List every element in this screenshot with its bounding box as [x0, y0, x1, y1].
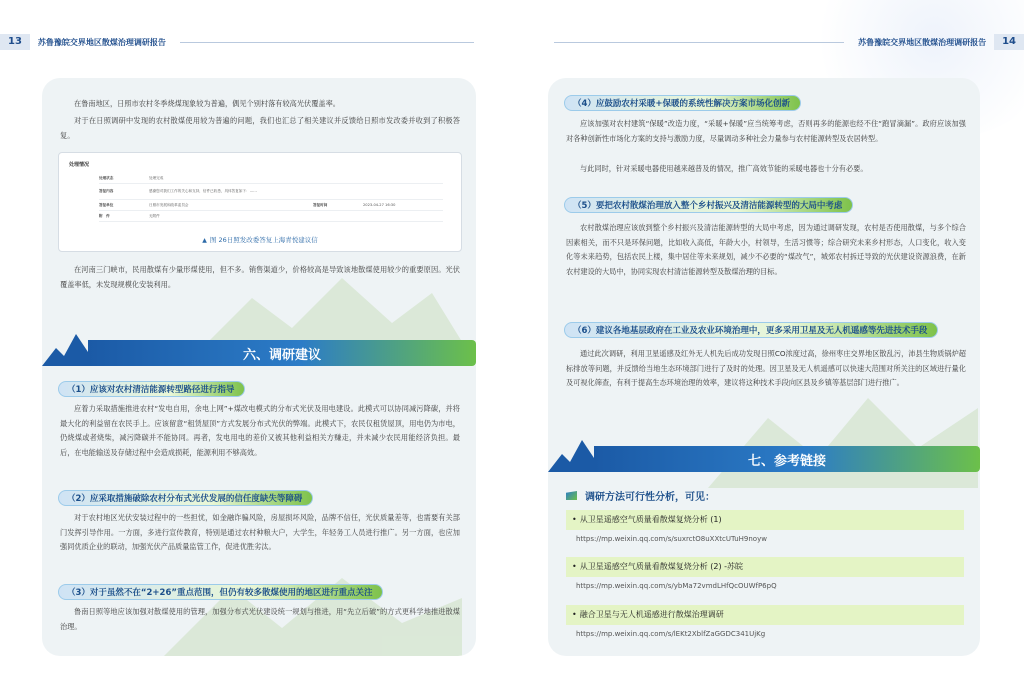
left-page-header [0, 34, 480, 50]
header-rule [180, 42, 474, 43]
paragraph: 对于在日照调研中发现的农村散煤使用较为普遍的问题，我们也汇总了相关建议并反馈给日照市发改委并收到了积极答复。 [60, 116, 460, 140]
reference-item: • 从卫星遥感空气质量看散煤复烧分析 (1) [566, 510, 964, 530]
reference-item: • 从卫星遥感空气质量看散煤复烧分析 (2) -苏皖 [566, 557, 964, 577]
sub-heading: （2）应采取措施破除农村分布式光伏发展的信任度缺失等障碍 [58, 490, 313, 506]
screenshot-title: 处理情况 [69, 162, 90, 168]
section-title: 六、调研建议 [88, 340, 476, 366]
table-row: 答复内容 感谢您对我们工作的关心和支持，信件已收悉，具体答复如下：…… [99, 184, 443, 200]
paragraph: 在河南三门峡市，民用散煤有少量形煤使用，但不多。销售渠道少，价格较高是导致该地散煤使用较少的重要原因。光伏覆盖率低，未发现规模化安装利用。 [60, 265, 460, 289]
figure-caption: ▲ 图 26日照发改委答复上海青悦建议信 [202, 236, 318, 244]
reference-item: • 融合卫星与无人机遥感进行散煤治理调研 [566, 605, 964, 625]
right-running-title: 苏鲁豫皖交界地区散煤治理调研报告 [858, 37, 987, 47]
right-page-header [548, 34, 1024, 50]
paragraph: 应着力采取措施推进农村“发电自用，余电上网”+煤改电模式的分布式光伏及用电建设。此模式可以协同减污降碳，并将最大化的利益留在农民手上。应该留意“租赁屋顶”方式发展分布式光伏的弊端。此模式下，农民仅租赁屋顶，用电仍为市电，仍烧煤或者烧柴，减污降碳并不能协同。再者，发电用电的差价又被其他利益相关方赚走，并未减少农民用能经济负担。最后，在电能输送及存储过程中会造成损耗，能源利用不够高效。 [60, 404, 460, 457]
bullet-icon: • [572, 515, 577, 524]
table-row: 处理状态 处理完成 [99, 173, 443, 184]
bullet-icon: • [572, 562, 577, 571]
paragraph: 通过此次调研，利用卫星遥感及红外无人机先后成功发现日照CO浓度过高，徐州枣庄交界地区散乱污，沛县生物质锅炉超标排放等问题，并反馈给当地生态环境部门进行了及时的处理。因卫星及无人机遥感可以快速大范围对所关注的区域进行量化及可视化筛查，有利于提高生态环境治理的效率，建议将这种技术手段向区县及乡镇等基层部门进行推广。 [566, 349, 966, 387]
paragraph: 应该加强对农村建筑“保暖”改造力度，“采暖+保暖”应当统筹考虑，否则再多的能源也经不住“跑冒滴漏”。政府应该加强对各种创新性市场化方案的支持与激励力度，尽量调动多种社会力量参与农村能源转型及农居转型。 [566, 119, 966, 143]
right-page-number: 14 [994, 34, 1024, 50]
paragraph: 鲁南日照等地应该加强对散煤使用的管理，加强分布式光伏建设统一规划与推进，用“先立后破”的方式更科学地推进散煤治理。 [60, 607, 460, 631]
left-running-title: 苏鲁豫皖交界地区散煤治理调研报告 [37, 37, 166, 47]
section-banner [42, 340, 476, 366]
sub-heading: （4）应鼓励农村采暖+保暖的系统性解决方案市场化创新 [564, 95, 801, 111]
reference-link[interactable]: https://mp.weixin.qq.com/s/ybMa72vmdLHfQcOUWfP6pQ [576, 582, 777, 590]
table-row: 答复单位 日照市发展和改革委员会 答复时间 2023-04-27 16:30 [99, 200, 443, 211]
reference-heading: 调研方法可行性分析，可见： [566, 488, 715, 503]
left-page-number: 13 [0, 34, 30, 50]
paragraph: 与此同时，针对采暖电器使用越来越普及的情况，推广高效节能的采暖电器也十分有必要。 [580, 164, 868, 173]
flag-icon [566, 491, 577, 500]
paragraph: 对于农村地区光伏安装过程中的一些担忧，如金融诈骗风险，房屋损坏风险，品牌不信任，光伏质量差等，也需要有关部门发挥引导作用。一方面，多进行宣传教育，特别是通过农村种粮大户，大学生，年轻务工人员进行推广。另一方面，也应加强同优质企业的联动，加强光伏产品质量监管工作，促进优胜劣汰。 [60, 513, 460, 551]
screenshot-table [99, 173, 443, 222]
table-row: 附 件 无附件 [99, 211, 443, 222]
section-banner [548, 446, 980, 472]
reference-link[interactable]: https://mp.weixin.qq.com/s/suxrctO8uXXtcUTuH9noyw [576, 535, 767, 543]
sub-heading: （6）建议各地基层政府在工业及农业环境治理中，更多采用卫星及无人机遥感等先进技术手段 [564, 322, 938, 338]
header-rule [554, 42, 844, 43]
paragraph: 农村散煤治理应该放到整个乡村振兴及清洁能源转型的大局中考虑，因为通过调研发现，农村是否使用散煤，与多个综合因素相关，而不只是环保问题，比如收入高低，年龄大小，村领导，生活习惯等；综合研究未来乡村形态，人口变化，收入变化等未来趋势，包括农民上楼，集中居住等未来规划，减少不必要的“煤改气”，城郊农村拆迁导致的光伏建设资源浪费，在新农村建设的大局中，协同实现农村清洁能源转型及散煤治理的目标。 [566, 223, 966, 276]
sub-heading: （3）对于虽然不在“2+26”重点范围，但仍有较多散煤使用的地区进行重点关注 [58, 584, 383, 600]
section-title: 七、参考链接 [594, 446, 980, 472]
triangle-icon: ▲ [202, 237, 207, 244]
sub-heading: （1）应该对农村清洁能源转型路径进行指导 [58, 381, 245, 397]
paragraph: 在鲁南地区，日照市农村冬季烧煤现象较为普遍，偶见个别村落有较高光伏覆盖率。 [74, 99, 340, 108]
reference-link[interactable]: https://mp.weixin.qq.com/s/lEKt2XblfZaGGDC341UjKg [576, 630, 766, 638]
sub-heading: （5）要把农村散煤治理放入整个乡村振兴及清洁能源转型的大局中考虑 [564, 197, 853, 213]
bullet-icon: • [572, 610, 577, 619]
